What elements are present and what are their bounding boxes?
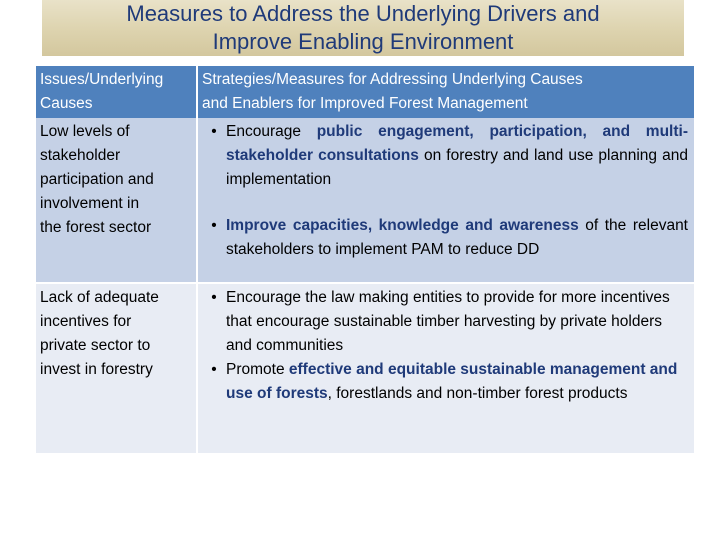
- bullet-text: [226, 358, 688, 406]
- table-row: [36, 284, 694, 453]
- header-issues-label: Issues/Underlying Causes: [40, 71, 164, 112]
- header-cell-strategies: [198, 66, 694, 118]
- header-strategies-label: Strategies/Measures for Addressing Underlying Causes and Enablers for Improved Forest Management: [202, 71, 583, 112]
- list-item: [202, 358, 688, 406]
- issue-cell: [36, 284, 198, 453]
- bullet-text: [226, 286, 688, 358]
- strategies-cell: [198, 118, 694, 282]
- bullet-icon: •: [211, 217, 217, 234]
- table-header-row: [36, 66, 694, 118]
- bullet-text: [226, 214, 688, 262]
- bullet-text-post: , forestlands and non-timber forest products: [327, 385, 628, 402]
- slide-title-band: [42, 0, 684, 56]
- bullet-text-highlight: effective and equitable sustainable management and use of forests: [226, 361, 678, 402]
- bullet-icon: •: [211, 289, 217, 306]
- strategies-cell: [198, 284, 694, 453]
- bullet-text: [226, 120, 688, 192]
- issue-text: Lack of adequate incentives for private sector to invest in forestry: [40, 289, 159, 378]
- bullet-text-post: of the relevant stakeholders to implement PAM to reduce DD: [226, 217, 688, 258]
- slide-title-line-2: Improve Enabling Environment: [212, 29, 514, 54]
- measures-table: [36, 66, 694, 453]
- list-item: [202, 286, 688, 358]
- bullet-text-post: on forestry and land use planning and implementation: [226, 147, 688, 188]
- header-cell-issues: [36, 66, 198, 118]
- bullet-text-pre: Encourage: [226, 123, 317, 140]
- slide-title-line-1: Measures to Address the Underlying Drivers and: [126, 1, 600, 26]
- bullet-text-pre: Encourage the law making entities to provide for more incentives that encourage sustainable timber harvesting by private holders and communities: [226, 289, 670, 354]
- issue-text: Low levels of stakeholder participation and involvement in the forest sector: [40, 123, 154, 236]
- table-row: [36, 118, 694, 282]
- bullet-icon: •: [211, 361, 217, 378]
- issue-cell: [36, 118, 198, 282]
- bullet-icon: •: [211, 123, 217, 140]
- bullet-text-highlight: public engagement, participation, and multi-stakeholder consultations: [226, 123, 688, 164]
- bullet-text-pre: Promote: [226, 361, 289, 378]
- bullet-text-highlight: Improve capacities, knowledge and awareness: [226, 217, 579, 234]
- list-item: [202, 214, 688, 262]
- list-item: [202, 120, 688, 192]
